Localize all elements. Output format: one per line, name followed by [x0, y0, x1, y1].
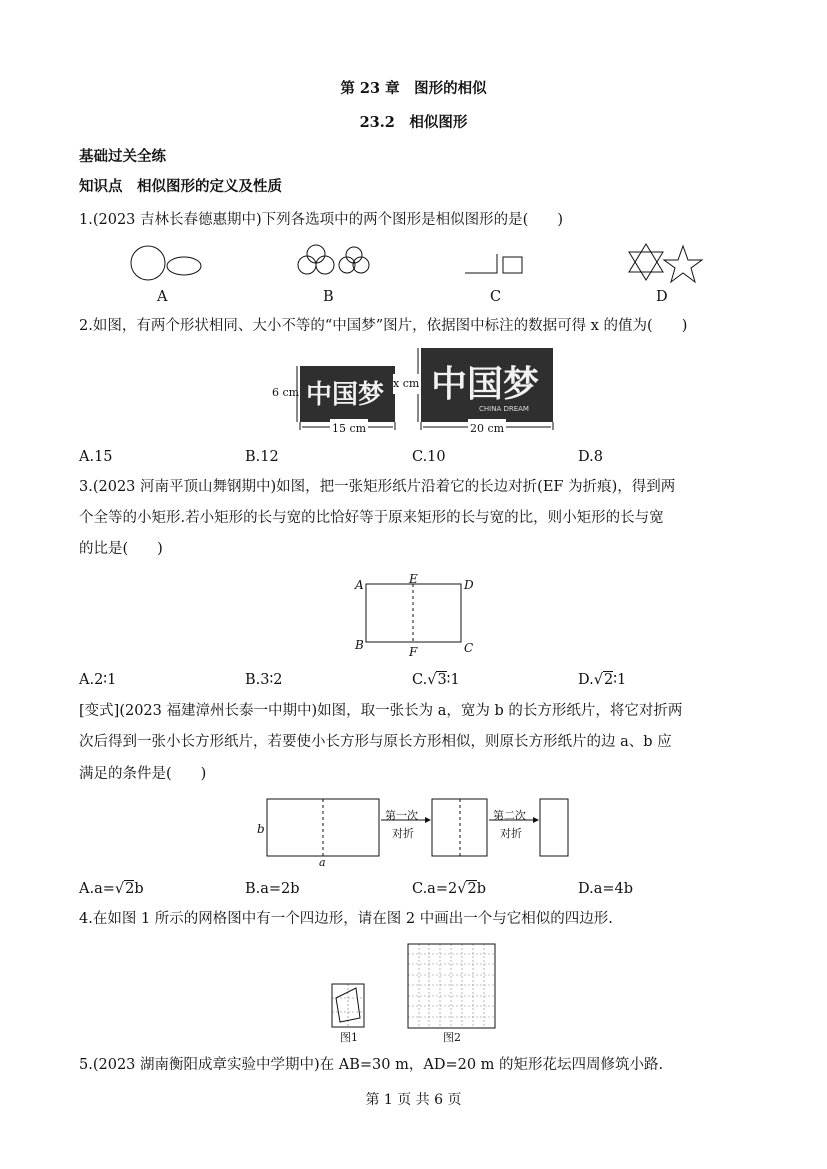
china-dream-subtitle: CHINA DREAM [479, 405, 529, 413]
dim-large-width: 20 cm [468, 419, 506, 439]
variant-line3: 满足的条件是( ) [79, 766, 207, 782]
star-triangle [629, 252, 663, 280]
circle-shape [298, 256, 316, 274]
question-3-line1: 3.(2023 河南平顶山舞钢期中)如图，把一张矩形纸片沿着它的长边对折(EF 为折痕)，得到两 [79, 479, 676, 495]
q1-label-c: C [490, 289, 502, 305]
china-dream-small-text: 中国梦 [306, 380, 385, 410]
star-triangle [629, 244, 663, 272]
dim-small-width: 15 cm [330, 419, 368, 439]
variant-label-b: b [257, 822, 265, 836]
q4-grid-figures [0, 940, 827, 1040]
variant-line1: [变式](2023 福建漳州长泰一中期中)如图，取一张长为 a，宽为 b 的长方形纸片，将它对折两 [79, 703, 683, 719]
question-3-line2: 个全等的小矩形.若小矩形的长与宽的比恰好等于原来矩形的长与宽的比，则小矩形的长与宽 [79, 510, 664, 526]
page-footer: 第 1 页 共 6 页 [365, 1092, 462, 1108]
q1-label-a: A [157, 289, 168, 305]
question-5: 5.(2023 湖南衡阳成章实验中学期中)在 AB=30 m，AD=20 m 的矩形花坛四周修筑小路. [79, 1057, 664, 1073]
variant-option-c: C.a=2√2b [412, 881, 486, 897]
star-shape [664, 246, 702, 282]
variant-line2: 次后得到一张小长方形纸片，若要使小长方形与原长方形相似，则原长方形纸片的边 a、b 应 [79, 734, 672, 750]
fold1-bottom-label: 对折 [392, 827, 414, 840]
ellipse-shape [167, 257, 201, 275]
square-shape [503, 257, 522, 273]
fold2-bottom-label: 对折 [500, 827, 522, 840]
knowledge-heading: 知识点 相似图形的定义及性质 [79, 178, 282, 195]
point-f: F [409, 645, 418, 659]
question-2: 2.如图，有两个形状相同、大小不等的“中国梦”图片，依据图中标注的数据可得 x 的值为( ) [79, 318, 688, 334]
question-3-line3: 的比是( ) [79, 541, 163, 557]
q3-option-c: C.√3∶1 [412, 672, 460, 688]
variant-label-a: a [319, 856, 326, 869]
practice-heading: 基础过关全练 [79, 148, 166, 165]
q1-label-b: B [323, 289, 334, 305]
dim-large-height: x cm [393, 374, 419, 394]
question-4: 4.在如图 1 所示的网格图中有一个四边形，请在图 2 中画出一个与它相似的四边形. [79, 911, 613, 927]
q1-figures [0, 238, 827, 298]
fold2-top-label: 第二次 [493, 809, 526, 822]
point-d: D [464, 578, 474, 592]
fig1-label: 图1 [340, 1031, 358, 1044]
fold1-top-label: 第一次 [385, 809, 418, 822]
circle-shape [307, 245, 325, 263]
variant-option-b: B.a=2b [245, 881, 300, 897]
q3-option-d: D.√2∶1 [578, 672, 627, 688]
circle-shape [131, 246, 165, 280]
point-e: E [409, 572, 418, 586]
q2-option-c: C.10 [412, 449, 446, 465]
q2-option-a: A.15 [79, 449, 113, 465]
dim-small-height: 6 cm [272, 386, 300, 399]
question-1: 1.(2023 吉林长春德惠期中)下列各选项中的两个图形是相似图形的是( ) [79, 212, 563, 228]
variant-option-a: A.a=√2b [79, 881, 144, 897]
china-dream-large-text: 中国梦 [431, 364, 540, 405]
q1-label-d: D [656, 289, 668, 305]
point-c: C [464, 641, 474, 655]
q2-option-d: D.8 [578, 449, 603, 465]
q3-option-a: A.2∶1 [79, 672, 117, 688]
section-title: 23.2 相似图形 [359, 114, 468, 131]
q3-option-b: B.3∶2 [245, 672, 283, 688]
angle-shape [465, 254, 497, 273]
point-a: A [355, 578, 364, 592]
q2-option-b: B.12 [245, 449, 279, 465]
circle-shape [316, 256, 334, 274]
variant-option-d: D.a=4b [578, 881, 634, 897]
fig2-label: 图2 [443, 1031, 461, 1044]
chapter-title: 第 23 章 图形的相似 [340, 80, 487, 97]
point-b: B [355, 638, 364, 652]
